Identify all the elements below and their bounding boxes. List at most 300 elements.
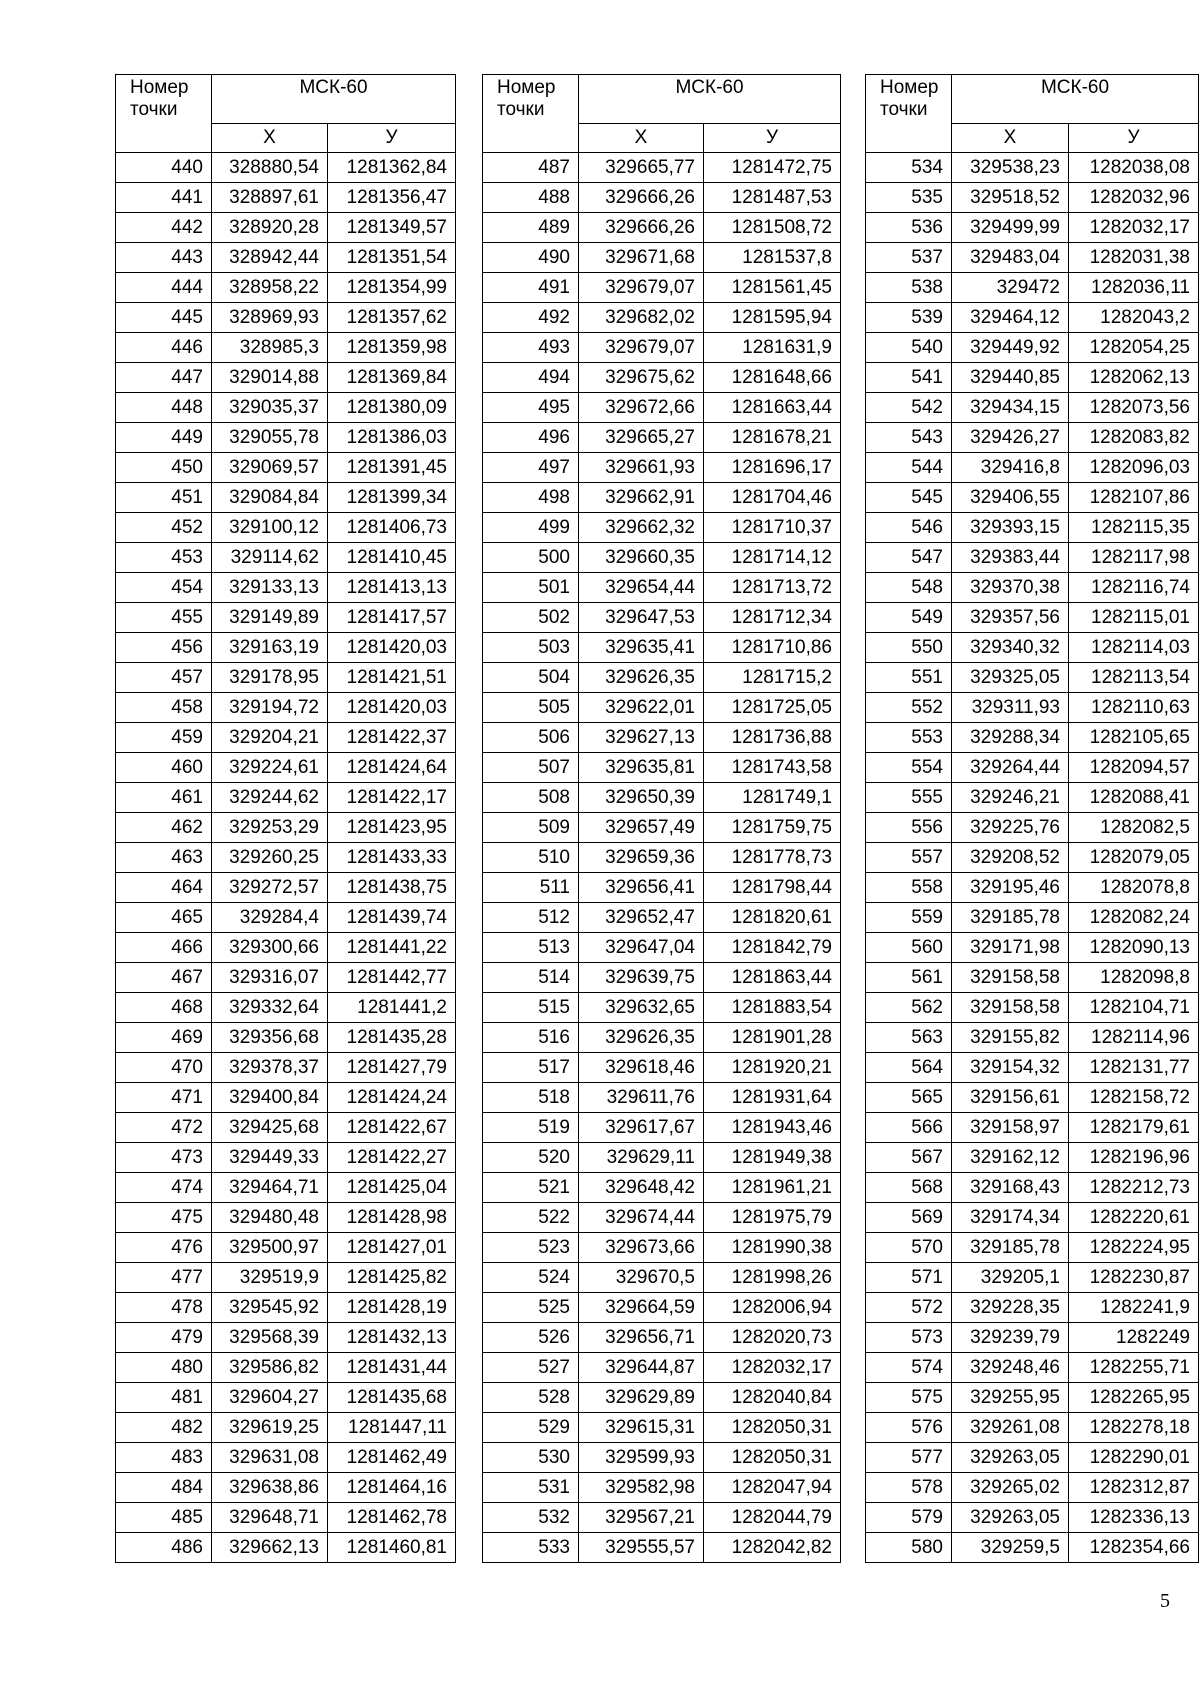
y-value-cell: 1281410,45 xyxy=(328,543,456,573)
y-value-cell: 1282094,57 xyxy=(1069,753,1199,783)
point-number-cell: 444 xyxy=(116,273,212,303)
table-row xyxy=(116,303,456,333)
point-number-cell: 449 xyxy=(116,423,212,453)
point-number-cell: 486 xyxy=(116,1533,212,1563)
y-value-cell: 1282115,01 xyxy=(1069,603,1199,633)
point-number-cell: 440 xyxy=(116,153,212,183)
table-row xyxy=(116,1383,456,1413)
point-number-cell: 484 xyxy=(116,1473,212,1503)
y-value-cell: 1281990,38 xyxy=(704,1233,841,1263)
x-value-cell: 329244,62 xyxy=(212,783,328,813)
point-number-cell: 491 xyxy=(483,273,579,303)
point-number-cell: 459 xyxy=(116,723,212,753)
page-number: 5 xyxy=(1160,1590,1170,1612)
point-number-cell: 522 xyxy=(483,1203,579,1233)
point-number-cell: 505 xyxy=(483,693,579,723)
table-row xyxy=(483,1053,841,1083)
y-value-cell: 1282050,31 xyxy=(704,1443,841,1473)
y-value-cell: 1281710,37 xyxy=(704,513,841,543)
point-number-cell: 547 xyxy=(866,543,952,573)
table-row xyxy=(866,333,1199,363)
point-number-cell: 487 xyxy=(483,153,579,183)
y-value-cell: 1281883,54 xyxy=(704,993,841,1023)
x-value-cell: 329674,44 xyxy=(579,1203,704,1233)
point-number-cell: 538 xyxy=(866,273,952,303)
table-row xyxy=(866,213,1199,243)
x-value-cell: 329084,84 xyxy=(212,483,328,513)
table-row xyxy=(116,783,456,813)
table-row xyxy=(116,243,456,273)
point-number-cell: 570 xyxy=(866,1233,952,1263)
table-row xyxy=(483,933,841,963)
point-number-cell: 550 xyxy=(866,633,952,663)
x-value-cell: 329100,12 xyxy=(212,513,328,543)
point-number-cell: 453 xyxy=(116,543,212,573)
x-value-cell: 329224,61 xyxy=(212,753,328,783)
x-value-cell: 329647,53 xyxy=(579,603,704,633)
x-value-cell: 329635,81 xyxy=(579,753,704,783)
table-row xyxy=(483,1233,841,1263)
point-number-cell: 520 xyxy=(483,1143,579,1173)
table-row xyxy=(483,1293,841,1323)
table-row xyxy=(483,813,841,843)
y-value-cell: 1281349,57 xyxy=(328,213,456,243)
table-row xyxy=(116,393,456,423)
point-number-cell: 549 xyxy=(866,603,952,633)
point-number-cell: 517 xyxy=(483,1053,579,1083)
table-row xyxy=(483,873,841,903)
table-row xyxy=(483,393,841,423)
x-value-cell: 329464,71 xyxy=(212,1173,328,1203)
table-row xyxy=(866,153,1199,183)
point-number-cell: 473 xyxy=(116,1143,212,1173)
table-row xyxy=(116,1503,456,1533)
point-number-cell: 461 xyxy=(116,783,212,813)
x-value-cell: 329480,48 xyxy=(212,1203,328,1233)
point-number-cell: 476 xyxy=(116,1233,212,1263)
point-number-cell: 573 xyxy=(866,1323,952,1353)
table-row xyxy=(483,333,841,363)
x-value-cell: 329673,66 xyxy=(579,1233,704,1263)
y-value-cell: 1281631,9 xyxy=(704,333,841,363)
table-row xyxy=(116,1263,456,1293)
y-value-cell: 1281713,72 xyxy=(704,573,841,603)
table-row xyxy=(483,963,841,993)
x-value-cell: 329538,23 xyxy=(952,153,1069,183)
point-number-cell: 518 xyxy=(483,1083,579,1113)
coordinates-table-3 xyxy=(865,74,1199,1563)
y-value-cell: 1281431,44 xyxy=(328,1353,456,1383)
y-value-cell: 1281798,44 xyxy=(704,873,841,903)
table-row xyxy=(866,813,1199,843)
y-value-cell: 1282054,25 xyxy=(1069,333,1199,363)
point-number-cell: 441 xyxy=(116,183,212,213)
x-value-cell: 329659,36 xyxy=(579,843,704,873)
table-row xyxy=(483,513,841,543)
y-value-cell: 1282158,72 xyxy=(1069,1083,1199,1113)
point-number-cell: 467 xyxy=(116,963,212,993)
y-value-cell: 1282212,73 xyxy=(1069,1173,1199,1203)
y-value-cell: 1282113,54 xyxy=(1069,663,1199,693)
y-value-cell: 1281432,13 xyxy=(328,1323,456,1353)
y-value-cell: 1282082,5 xyxy=(1069,813,1199,843)
x-value-cell: 329652,47 xyxy=(579,903,704,933)
point-number-header-line: точки xyxy=(130,99,178,120)
point-number-cell: 499 xyxy=(483,513,579,543)
point-number-cell: 532 xyxy=(483,1503,579,1533)
point-number-cell: 513 xyxy=(483,933,579,963)
x-value-cell: 329518,52 xyxy=(952,183,1069,213)
table-row xyxy=(116,1233,456,1263)
y-value-cell: 1282220,61 xyxy=(1069,1203,1199,1233)
coordinates-table-2 xyxy=(482,74,841,1563)
point-number-cell: 477 xyxy=(116,1263,212,1293)
table-row xyxy=(483,603,841,633)
y-value-cell: 1281441,22 xyxy=(328,933,456,963)
point-number-cell: 561 xyxy=(866,963,952,993)
point-number-cell: 552 xyxy=(866,693,952,723)
table-row xyxy=(116,153,456,183)
point-number-cell: 519 xyxy=(483,1113,579,1143)
point-number-cell: 563 xyxy=(866,1023,952,1053)
y-value-cell: 1282090,13 xyxy=(1069,933,1199,963)
point-number-cell: 466 xyxy=(116,933,212,963)
x-value-cell: 329225,76 xyxy=(952,813,1069,843)
table-row xyxy=(116,603,456,633)
x-value-cell: 329406,55 xyxy=(952,483,1069,513)
y-value-cell: 1281460,81 xyxy=(328,1533,456,1563)
x-value-cell: 329263,05 xyxy=(952,1503,1069,1533)
table-row xyxy=(483,723,841,753)
x-value-cell: 329615,31 xyxy=(579,1413,704,1443)
x-value-cell: 329332,64 xyxy=(212,993,328,1023)
x-value-cell: 329647,04 xyxy=(579,933,704,963)
point-number-cell: 457 xyxy=(116,663,212,693)
y-value-cell: 1281901,28 xyxy=(704,1023,841,1053)
table-row xyxy=(116,1293,456,1323)
x-value-cell: 329662,13 xyxy=(212,1533,328,1563)
x-value-cell: 329631,08 xyxy=(212,1443,328,1473)
x-value-cell: 329171,98 xyxy=(952,933,1069,963)
coordinate-system-header: МСК-60 xyxy=(579,75,841,124)
point-number-cell: 576 xyxy=(866,1413,952,1443)
x-value-cell: 329162,12 xyxy=(952,1143,1069,1173)
y-value-cell: 1281648,66 xyxy=(704,363,841,393)
point-number-cell: 511 xyxy=(483,873,579,903)
y-value-cell: 1281472,75 xyxy=(704,153,841,183)
table-row xyxy=(116,1143,456,1173)
y-value-cell: 1282042,82 xyxy=(704,1533,841,1563)
table-row xyxy=(483,633,841,663)
x-value-cell: 329284,4 xyxy=(212,903,328,933)
table-row xyxy=(116,1053,456,1083)
table-row xyxy=(866,1443,1199,1473)
point-number-header-line: Номер xyxy=(497,77,556,98)
x-value-cell: 329675,62 xyxy=(579,363,704,393)
point-number-header-line: точки xyxy=(497,99,545,120)
point-number-cell: 564 xyxy=(866,1053,952,1083)
x-value-cell: 329472 xyxy=(952,273,1069,303)
table-row xyxy=(866,693,1199,723)
table-row xyxy=(866,1383,1199,1413)
x-value-cell: 329599,93 xyxy=(579,1443,704,1473)
x-value-cell: 329627,13 xyxy=(579,723,704,753)
y-value-cell: 1281362,84 xyxy=(328,153,456,183)
table-row xyxy=(483,483,841,513)
y-value-cell: 1281447,11 xyxy=(328,1413,456,1443)
y-value-cell: 1281663,44 xyxy=(704,393,841,423)
table-row xyxy=(483,153,841,183)
blank-header-cell xyxy=(866,124,952,153)
y-value-cell: 1281413,13 xyxy=(328,573,456,603)
y-value-cell: 1281439,74 xyxy=(328,903,456,933)
point-number-cell: 530 xyxy=(483,1443,579,1473)
table-row xyxy=(116,1113,456,1143)
y-value-cell: 1281435,28 xyxy=(328,1023,456,1053)
point-number-cell: 496 xyxy=(483,423,579,453)
point-number-cell: 469 xyxy=(116,1023,212,1053)
y-value-cell: 1281406,73 xyxy=(328,513,456,543)
table-row xyxy=(116,273,456,303)
table-row xyxy=(116,543,456,573)
table-row xyxy=(483,993,841,1023)
table-row xyxy=(866,303,1199,333)
x-value-cell: 329586,82 xyxy=(212,1353,328,1383)
y-value-cell: 1282062,13 xyxy=(1069,363,1199,393)
table-row xyxy=(483,663,841,693)
y-value-cell: 1281863,44 xyxy=(704,963,841,993)
point-number-cell: 479 xyxy=(116,1323,212,1353)
table-row xyxy=(483,543,841,573)
y-value-cell: 1281462,78 xyxy=(328,1503,456,1533)
y-value-cell: 1282040,84 xyxy=(704,1383,841,1413)
point-number-cell: 535 xyxy=(866,183,952,213)
x-header: Х xyxy=(952,124,1069,153)
point-number-cell: 546 xyxy=(866,513,952,543)
y-value-cell: 1282114,03 xyxy=(1069,633,1199,663)
y-value-cell: 1281441,2 xyxy=(328,993,456,1023)
table-row xyxy=(483,1443,841,1473)
point-number-cell: 472 xyxy=(116,1113,212,1143)
table-row xyxy=(116,513,456,543)
point-number-cell: 533 xyxy=(483,1533,579,1563)
table-row xyxy=(866,1113,1199,1143)
x-value-cell: 329679,07 xyxy=(579,273,704,303)
point-number-cell: 493 xyxy=(483,333,579,363)
point-number-cell: 470 xyxy=(116,1053,212,1083)
table-row xyxy=(116,903,456,933)
x-value-cell: 329582,98 xyxy=(579,1473,704,1503)
y-value-cell: 1282224,95 xyxy=(1069,1233,1199,1263)
x-value-cell: 329288,34 xyxy=(952,723,1069,753)
point-number-cell: 527 xyxy=(483,1353,579,1383)
table-row xyxy=(866,753,1199,783)
point-number-cell: 445 xyxy=(116,303,212,333)
table-row xyxy=(116,1353,456,1383)
table-row xyxy=(866,663,1199,693)
point-number-cell: 465 xyxy=(116,903,212,933)
x-value-cell: 329340,32 xyxy=(952,633,1069,663)
y-value-cell: 1281561,45 xyxy=(704,273,841,303)
y-value-cell: 1282249 xyxy=(1069,1323,1199,1353)
table-row xyxy=(116,1023,456,1053)
y-value-cell: 1281975,79 xyxy=(704,1203,841,1233)
x-value-cell: 329464,12 xyxy=(952,303,1069,333)
x-value-cell: 329185,78 xyxy=(952,1233,1069,1263)
point-number-cell: 577 xyxy=(866,1443,952,1473)
y-value-cell: 1281842,79 xyxy=(704,933,841,963)
x-value-cell: 329178,95 xyxy=(212,663,328,693)
x-value-cell: 329434,15 xyxy=(952,393,1069,423)
x-value-cell: 329154,32 xyxy=(952,1053,1069,1083)
point-number-cell: 574 xyxy=(866,1353,952,1383)
x-value-cell: 329648,71 xyxy=(212,1503,328,1533)
point-number-cell: 543 xyxy=(866,423,952,453)
x-value-cell: 329644,87 xyxy=(579,1353,704,1383)
point-number-header-line: точки xyxy=(880,99,928,120)
point-number-cell: 545 xyxy=(866,483,952,513)
x-value-cell: 329679,07 xyxy=(579,333,704,363)
x-value-cell: 329194,72 xyxy=(212,693,328,723)
x-value-cell: 329660,35 xyxy=(579,543,704,573)
y-value-cell: 1282079,05 xyxy=(1069,843,1199,873)
point-number-cell: 516 xyxy=(483,1023,579,1053)
x-value-cell: 329664,59 xyxy=(579,1293,704,1323)
table-row xyxy=(866,243,1199,273)
y-value-cell: 1281743,58 xyxy=(704,753,841,783)
point-number-header xyxy=(483,75,579,124)
point-number-cell: 526 xyxy=(483,1323,579,1353)
point-number-cell: 492 xyxy=(483,303,579,333)
x-value-cell: 329619,25 xyxy=(212,1413,328,1443)
table-row xyxy=(866,513,1199,543)
y-value-cell: 1282255,71 xyxy=(1069,1353,1199,1383)
x-value-cell: 329483,04 xyxy=(952,243,1069,273)
point-number-cell: 485 xyxy=(116,1503,212,1533)
y-header: У xyxy=(704,124,841,153)
table-row xyxy=(483,1113,841,1143)
y-value-cell: 1281442,77 xyxy=(328,963,456,993)
y-value-cell: 1281749,1 xyxy=(704,783,841,813)
y-value-cell: 1281678,21 xyxy=(704,423,841,453)
x-value-cell: 329666,26 xyxy=(579,183,704,213)
y-value-cell: 1281421,51 xyxy=(328,663,456,693)
y-value-cell: 1281354,99 xyxy=(328,273,456,303)
x-value-cell: 329259,5 xyxy=(952,1533,1069,1563)
table-row xyxy=(483,1473,841,1503)
point-number-cell: 447 xyxy=(116,363,212,393)
x-value-cell: 329671,68 xyxy=(579,243,704,273)
table-row xyxy=(483,753,841,783)
point-number-cell: 494 xyxy=(483,363,579,393)
x-value-cell: 329174,34 xyxy=(952,1203,1069,1233)
y-value-cell: 1282031,38 xyxy=(1069,243,1199,273)
x-value-cell: 329638,86 xyxy=(212,1473,328,1503)
point-number-cell: 481 xyxy=(116,1383,212,1413)
y-value-cell: 1282044,79 xyxy=(704,1503,841,1533)
point-number-header-line: Номер xyxy=(130,77,189,98)
x-value-cell: 329393,15 xyxy=(952,513,1069,543)
table-row xyxy=(483,273,841,303)
x-value-cell: 329248,46 xyxy=(952,1353,1069,1383)
x-value-cell: 329622,01 xyxy=(579,693,704,723)
table-row xyxy=(483,1173,841,1203)
y-value-cell: 1282032,96 xyxy=(1069,183,1199,213)
y-value-cell: 1282043,2 xyxy=(1069,303,1199,333)
table-row xyxy=(483,573,841,603)
table-row xyxy=(866,963,1199,993)
y-value-cell: 1281778,73 xyxy=(704,843,841,873)
point-number-cell: 489 xyxy=(483,213,579,243)
y-value-cell: 1281710,86 xyxy=(704,633,841,663)
y-value-cell: 1281424,64 xyxy=(328,753,456,783)
table-row xyxy=(866,873,1199,903)
table-row xyxy=(483,1503,841,1533)
x-value-cell: 329666,26 xyxy=(579,213,704,243)
x-value-cell: 329272,57 xyxy=(212,873,328,903)
x-value-cell: 329158,58 xyxy=(952,993,1069,1023)
point-number-cell: 539 xyxy=(866,303,952,333)
point-number-cell: 503 xyxy=(483,633,579,663)
point-number-cell: 506 xyxy=(483,723,579,753)
table-row xyxy=(866,603,1199,633)
y-value-cell: 1282088,41 xyxy=(1069,783,1199,813)
table-row xyxy=(116,963,456,993)
point-number-cell: 528 xyxy=(483,1383,579,1413)
point-number-cell: 555 xyxy=(866,783,952,813)
y-value-cell: 1281595,94 xyxy=(704,303,841,333)
x-value-cell: 329629,89 xyxy=(579,1383,704,1413)
x-value-cell: 329265,02 xyxy=(952,1473,1069,1503)
table-row xyxy=(116,663,456,693)
table-row xyxy=(866,1473,1199,1503)
x-value-cell: 329370,38 xyxy=(952,573,1069,603)
y-value-cell: 1281422,17 xyxy=(328,783,456,813)
y-value-cell: 1281696,17 xyxy=(704,453,841,483)
x-value-cell: 329378,37 xyxy=(212,1053,328,1083)
y-value-cell: 1282336,13 xyxy=(1069,1503,1199,1533)
point-number-cell: 510 xyxy=(483,843,579,873)
x-value-cell: 329416,8 xyxy=(952,453,1069,483)
table-row xyxy=(116,723,456,753)
y-value-cell: 1281423,95 xyxy=(328,813,456,843)
y-value-cell: 1282078,8 xyxy=(1069,873,1199,903)
table-row xyxy=(116,423,456,453)
point-number-cell: 498 xyxy=(483,483,579,513)
point-number-cell: 558 xyxy=(866,873,952,903)
y-value-cell: 1281399,34 xyxy=(328,483,456,513)
x-value-cell: 328942,44 xyxy=(212,243,328,273)
y-value-cell: 1282196,96 xyxy=(1069,1143,1199,1173)
y-value-cell: 1282020,73 xyxy=(704,1323,841,1353)
table-row xyxy=(866,1353,1199,1383)
x-value-cell: 329253,29 xyxy=(212,813,328,843)
table-row xyxy=(116,1533,456,1563)
point-number-cell: 504 xyxy=(483,663,579,693)
table-row xyxy=(866,483,1199,513)
point-number-cell: 534 xyxy=(866,153,952,183)
y-value-cell: 1281422,27 xyxy=(328,1143,456,1173)
point-number-cell: 448 xyxy=(116,393,212,423)
x-value-cell: 329168,43 xyxy=(952,1173,1069,1203)
y-value-cell: 1282312,87 xyxy=(1069,1473,1199,1503)
y-value-cell: 1281420,03 xyxy=(328,693,456,723)
y-value-cell: 1282038,08 xyxy=(1069,153,1199,183)
table-row xyxy=(483,693,841,723)
point-number-cell: 562 xyxy=(866,993,952,1023)
table-row xyxy=(116,813,456,843)
y-value-cell: 1281380,09 xyxy=(328,393,456,423)
